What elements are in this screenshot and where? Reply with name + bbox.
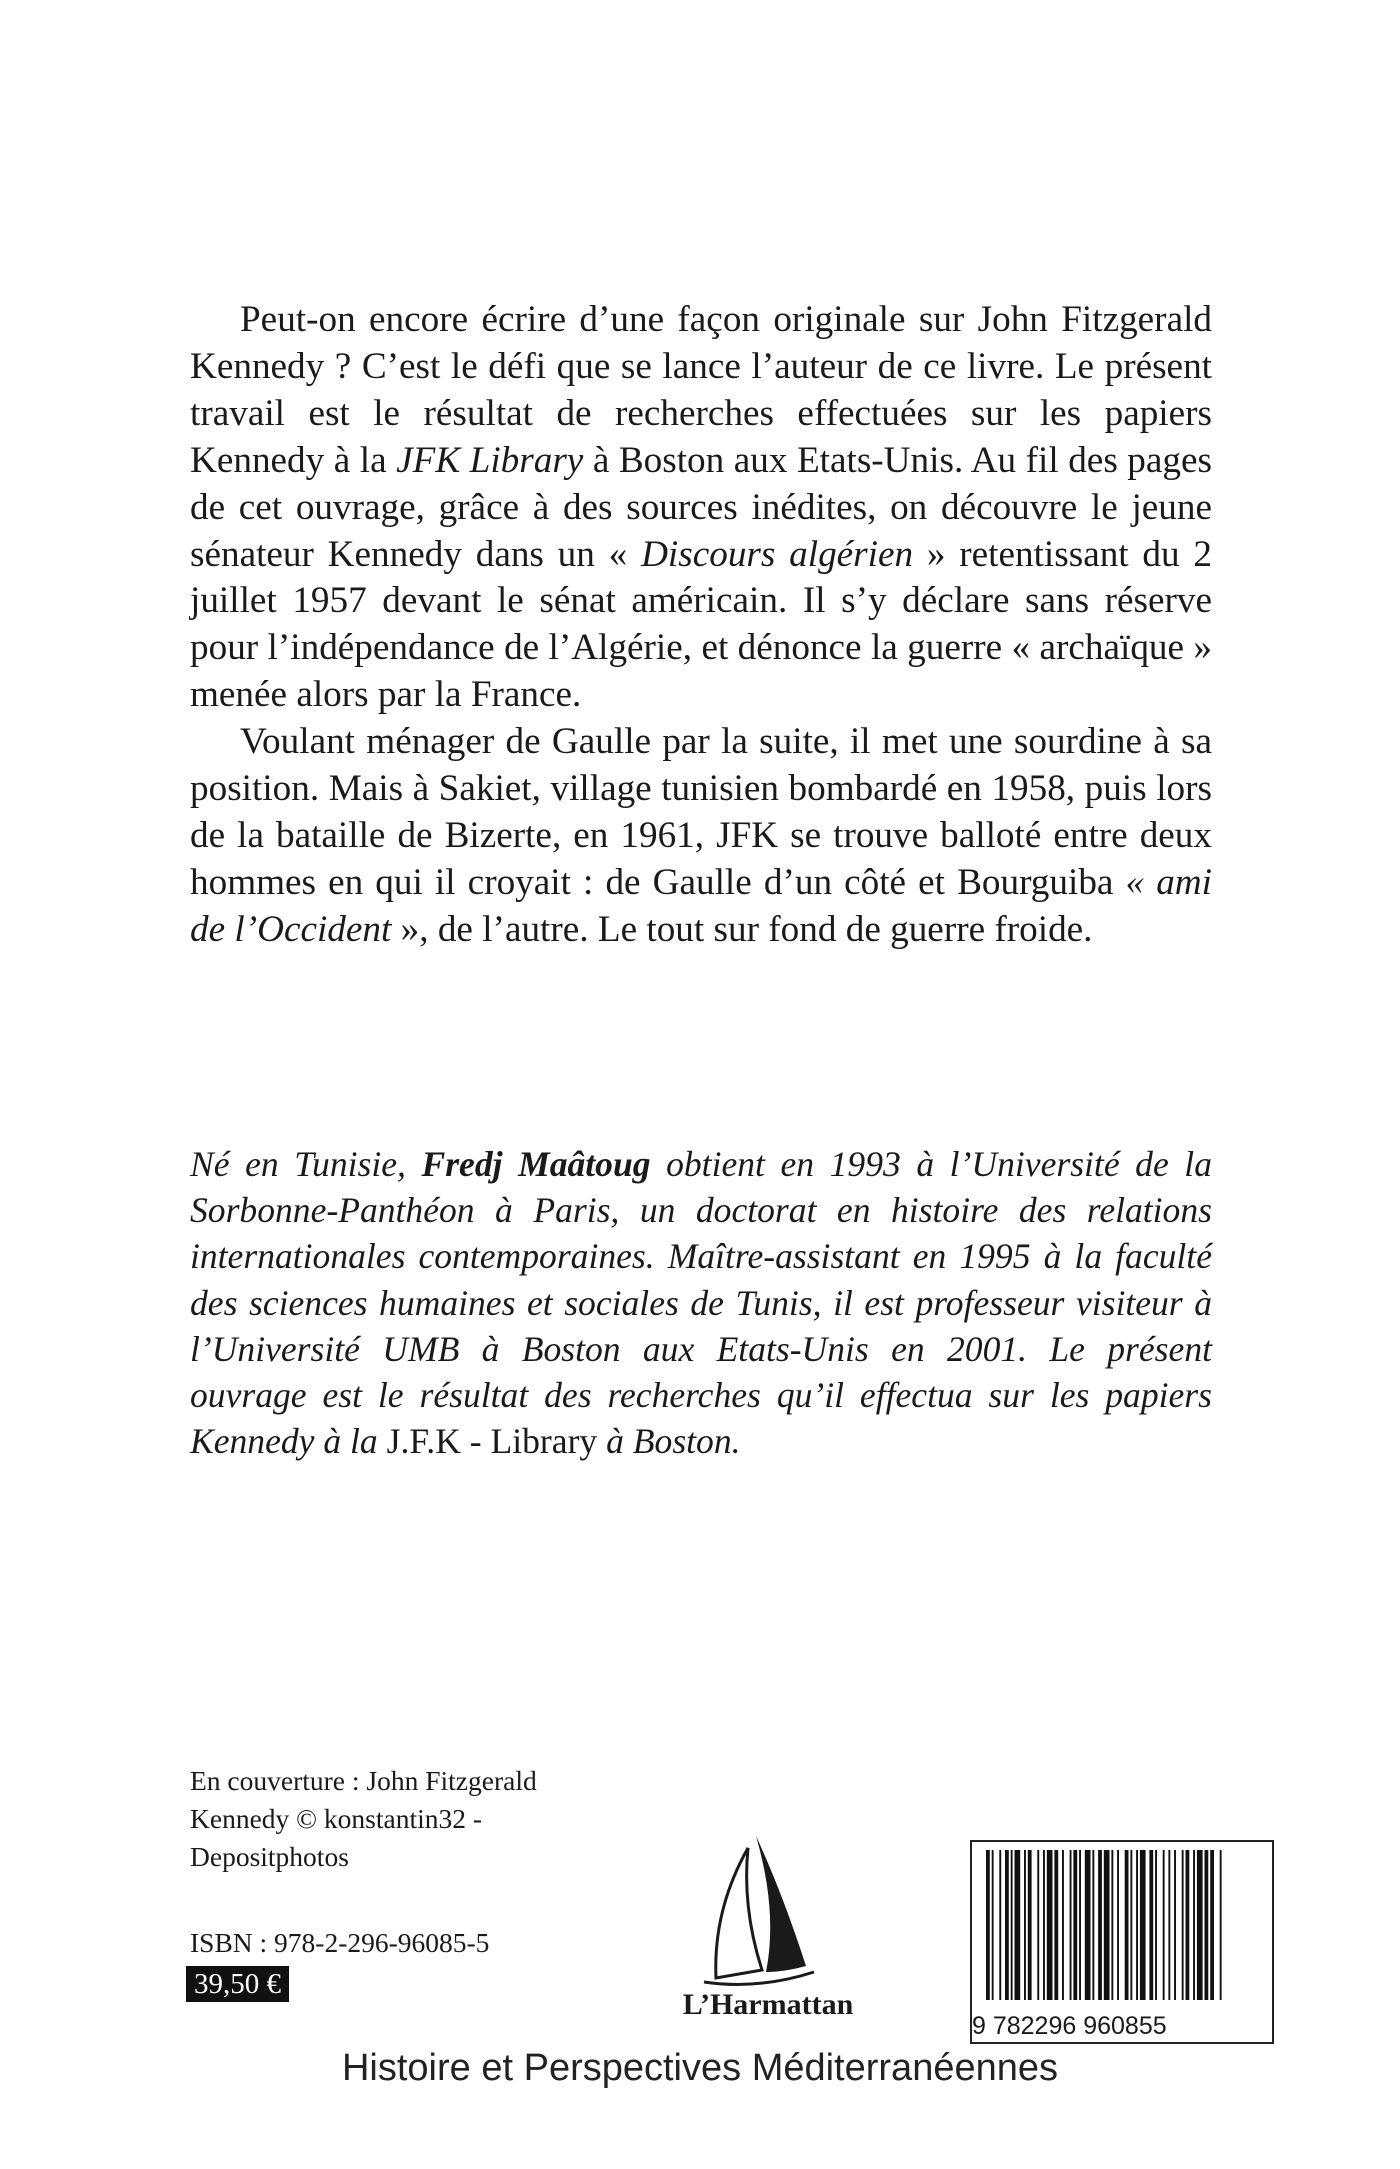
barcode-bar: [1037, 1850, 1039, 2000]
barcode-bar: [1136, 1850, 1138, 2000]
barcode-bar: [1054, 1850, 1058, 2000]
barcode-bar: [1047, 1850, 1053, 2000]
blurb-text: Peut-on encore écrire d’une façon originale sur John Fitzgerald Kennedy ? C’est le défi que se lance l’auteur de ce livre. Le présent travail est le résultat de recherches effectuées sur les papiers Kennedy à la: [190, 299, 1212, 481]
blurb-text: à Boston aux Etats-Unis. Au fil des pages de cet ouvrage, grâce à des sources inédites, on découvre le jeune sénateur Kennedy dans un «: [190, 439, 1212, 575]
blurb-text: Voulant ménager de Gaulle par la suite, il met une sourdine à sa position. Mais à Sakiet, village tunisien bombardé en 1958, puis lors de la bataille de Bizerte, en 1961, JFK se trouve balloté entre deux hommes en qui il croyait : de Gaulle d’un côté et Bourguiba: [190, 721, 1212, 903]
cover-credit-line: En couverture : John Fitzgerald: [190, 1765, 537, 1796]
barcode-bar: [1197, 1850, 1203, 2000]
blurb-text: », de l’autre. Le tout sur fond de guerre froide.: [391, 908, 1093, 950]
publisher-name: L’Harmattan: [682, 1988, 854, 2020]
barcode-bar: [1028, 1850, 1032, 2000]
barcode-bar: [1186, 1850, 1190, 2000]
author-name: Fredj Maâtoug: [421, 1144, 651, 1184]
barcode-bar: [1220, 1850, 1222, 2000]
barcode-bar: [1015, 1850, 1021, 2000]
publisher-logo: [658, 1800, 878, 2020]
barcode-bar: [986, 1850, 990, 2000]
barcode-bar: [1111, 1850, 1113, 2000]
bio-library-name: J.F.K - Library: [386, 1421, 598, 1462]
barcode-bar: [1070, 1850, 1072, 2000]
barcode-bar: [1092, 1850, 1094, 2000]
cover-credit-line: Depositphotos: [190, 1841, 349, 1872]
barcode-bar: [1163, 1850, 1165, 2000]
barcode-bar: [1098, 1850, 1102, 2000]
barcode-bar: [1155, 1850, 1157, 2000]
barcode-bar: [1024, 1850, 1026, 2000]
price-tag: 39,50 €: [186, 1966, 289, 2002]
barcode-bar: [1043, 1850, 1045, 2000]
barcode-bar: [1149, 1850, 1153, 2000]
isbn: ISBN : 978-2-296-96085-5: [190, 1927, 490, 1958]
blurb-italic-jfk-library: JFK Library: [396, 439, 584, 481]
author-bio: [190, 1141, 1212, 1464]
back-cover-blurb: [190, 297, 1212, 954]
barcode-bar: [1117, 1850, 1119, 2000]
barcode-bar: [1210, 1850, 1214, 2000]
author-bio-paragraph: [190, 1141, 1212, 1464]
barcode: [970, 1840, 1274, 2044]
barcode-bar: [1005, 1850, 1009, 2000]
barcode-bar: [1182, 1850, 1184, 2000]
sailboat-icon: [704, 1836, 814, 1984]
cover-credit-line: Kennedy © konstantin32 -: [190, 1803, 483, 1834]
blurb-paragraph-1: [190, 297, 1212, 719]
bio-text: obtient en 1993 à l’Université de la Sorbonne-Panthéon à Paris, un doctorat en histoire des relations internationales contemporaines. Maître-assistant en 1995 à la faculté des sciences humaines et sociales de Tunis, il est professeur visiteur à l’Université UMB à Boston aux Etats-Unis en 2001. Le présent ouvrage est le résultat des recherches qu’il effectua sur les papiers Kennedy à la: [190, 1144, 1212, 1462]
barcode-bar: [1130, 1850, 1132, 2000]
bio-text: Né en Tunisie,: [190, 1144, 422, 1184]
barcode-bar: [1011, 1850, 1013, 2000]
series-title: Histoire et Perspectives Méditerranéennes: [341, 2047, 1058, 2089]
barcode-bar: [1168, 1850, 1170, 2000]
barcode-bar: [1174, 1850, 1176, 2000]
barcode-bar: [1073, 1850, 1077, 2000]
barcode-bar: [1085, 1850, 1091, 2000]
barcode-bar: [999, 1850, 1001, 2000]
barcode-bars: [972, 1842, 1272, 2012]
barcode-bar: [1140, 1850, 1146, 2000]
blurb-italic-discours: Discours algérien: [641, 533, 914, 575]
barcode-bar: [1104, 1850, 1110, 2000]
barcode-bar: [1062, 1850, 1064, 2000]
blurb-paragraph-2: [190, 719, 1212, 954]
blurb-text: » retentissant du 2 juillet 1957 devant le sénat américain. Il s’y déclare sans réserve pour l’indépendance de l’Algérie, et dénonce la guerre « archaïque » menée alors par la France.: [190, 533, 1213, 716]
barcode-number: 9 782296 960855: [972, 2012, 1167, 2040]
barcode-bar: [1125, 1850, 1129, 2000]
cover-credit: [190, 1762, 650, 1876]
barcode-bar: [1205, 1850, 1209, 2000]
barcode-bar: [1079, 1850, 1081, 2000]
blurb-italic-quote: « ami de l’Occident: [190, 861, 1212, 950]
barcode-bar: [992, 1850, 994, 2000]
bio-text: à Boston.: [597, 1421, 741, 1462]
barcode-bar: [1193, 1850, 1195, 2000]
